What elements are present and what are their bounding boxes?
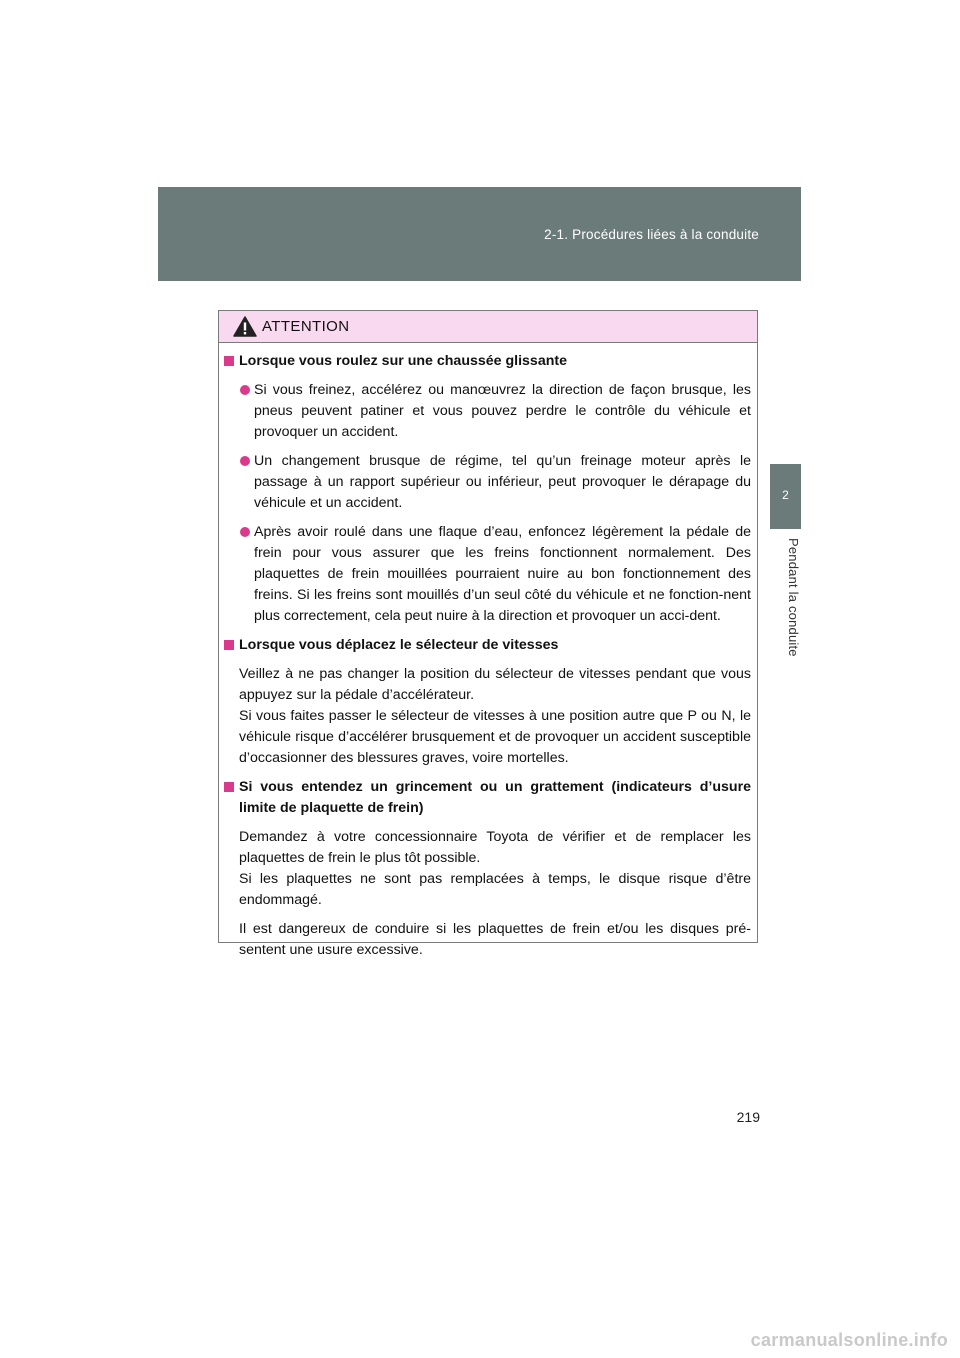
watermark: carmanualsonline.info	[750, 1330, 948, 1350]
square-bullet-icon	[224, 782, 234, 792]
square-bullet-icon	[224, 356, 234, 366]
list-item: Si vous freinez, accélérez ou manœuvrez la direction de façon brusque, les pneus peuvent patiner et vous pouvez perdre le contrôle du véhicule et provoquer un accident.	[224, 380, 751, 443]
warning-content	[224, 351, 751, 969]
header-band	[158, 187, 801, 281]
square-bullet-icon	[224, 640, 234, 650]
warning-header	[219, 311, 757, 343]
circle-bullet-icon	[240, 385, 250, 395]
warning-title: ATTENTION	[262, 318, 350, 335]
chapter-label: Pendant la conduite	[786, 538, 801, 657]
warning-triangle-icon	[233, 316, 257, 337]
paragraph: Veillez à ne pas changer la position du sélecteur de vitesses pendant que vous appuyez sur la pédale d’accélérateur. Si vous faites passer le sélecteur de vitesses à une position autre que P ou N, le véhicule risque d’accélérer brusquement et de provoquer un accident susceptible d’occasionner des blessures graves, voire mortelles.	[239, 666, 751, 766]
section-heading: Lorsque vous déplacez le sélecteur de vitesses	[224, 635, 751, 656]
circle-bullet-icon	[240, 456, 250, 466]
section-brake-pads	[224, 777, 751, 961]
section-slippery-road	[224, 351, 751, 627]
paragraph: Demandez à votre concessionnaire Toyota de vérifier et de remplacer les plaquettes de frein le plus tôt possible. Si les plaquettes ne sont pas remplacées à temps, le disque risque d’être endommagé.	[239, 829, 751, 908]
section-title: 2-1. Procédures liées à la conduite	[544, 227, 759, 242]
section-gear-selector	[224, 635, 751, 769]
chapter-tab	[770, 464, 801, 529]
paragraph: Il est dangereux de conduire si les plaquettes de frein et/ou les disques pré-sentent une usure excessive.	[239, 921, 751, 958]
page-number: 219	[736, 1109, 760, 1125]
list-item: Un changement brusque de régime, tel qu’un freinage moteur après le passage à un rapport supérieur ou inférieur, peut provoquer le dérapage du véhicule et un accident.	[224, 451, 751, 514]
section-heading: Lorsque vous roulez sur une chaussée glissante	[224, 351, 751, 372]
list-item: Après avoir roulé dans une flaque d’eau, enfoncez légèrement la pédale de frein pour vous assurer que les freins fonctionnent normalement. Des plaquettes de frein mouillées pourraient nuire au bon fonctionnement des freins. Si les freins sont mouillés d’un seul côté du véhicule et ne fonction-nent plus correctement, cela peut nuire à la direction et provoquer un acci-dent.	[224, 522, 751, 627]
chapter-number: 2	[782, 488, 789, 502]
circle-bullet-icon	[240, 527, 250, 537]
section-heading: Si vous entendez un grincement ou un grattement (indicateurs d’usure limite de plaquette de frein)	[224, 777, 751, 819]
warning-box	[218, 310, 758, 958]
